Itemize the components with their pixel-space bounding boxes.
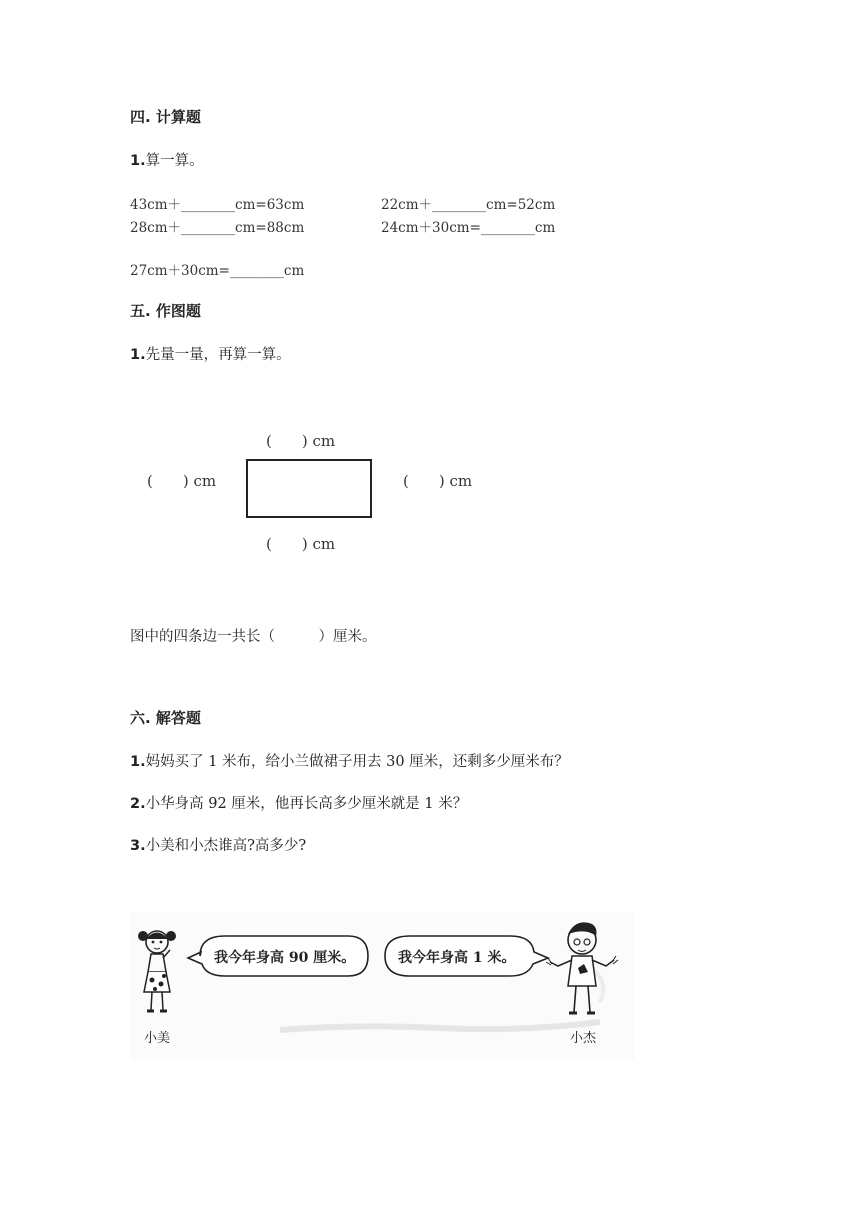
equation-1: 43cm＋________cm=63cm — [130, 197, 305, 213]
girl-speech-text: 我今年身高 90 厘米。 — [214, 950, 356, 966]
question-number: 1. — [130, 153, 146, 169]
section6-question-3 — [130, 834, 306, 855]
question-number: 2. — [130, 796, 146, 812]
section6-question-1 — [130, 750, 569, 771]
question-text: 小华身高 92 厘米，他再长高多少厘米就是 1 米？ — [145, 796, 468, 812]
section5-title: 五. 作图题 — [130, 302, 201, 320]
equation-2: 22cm＋________cm=52cm — [381, 197, 556, 213]
height-comparison-figure — [130, 912, 635, 1060]
question-text: 妈妈买了 1 米布，给小兰做裙子用去 30 厘米，还剩多少厘米布？ — [145, 754, 569, 770]
left-side-label: ( ) cm — [147, 472, 217, 490]
question-text: 小美和小杰谁高?高多少? — [145, 838, 307, 854]
perimeter-question: 图中的四条边一共长（ ）厘米。 — [130, 629, 377, 645]
question-number: 1. — [130, 754, 146, 770]
boy-name: 小杰 — [570, 1031, 597, 1046]
right-side-label: ( ) cm — [403, 472, 473, 490]
equation-5: 27cm＋30cm=________cm — [130, 263, 305, 279]
boy-speech-bubble — [385, 936, 548, 976]
bottom-side-label: ( ) cm — [266, 535, 336, 553]
girl-name: 小美 — [144, 1031, 171, 1046]
equation-4: 24cm＋30cm=________cm — [381, 220, 556, 236]
question-number: 3. — [130, 838, 146, 854]
girl-speech-bubble — [188, 936, 368, 976]
measure-rectangle — [246, 459, 372, 518]
section4-title: 四. 计算题 — [130, 108, 201, 126]
question-text: 算一算。 — [145, 153, 204, 169]
question-text: 先量一量，再算一算。 — [145, 347, 291, 363]
top-side-label: ( ) cm — [266, 432, 336, 450]
section6-question-2 — [130, 792, 467, 813]
section5-question-1 — [130, 343, 291, 364]
boy-speech-text: 我今年身高 1 米。 — [398, 950, 516, 966]
section4-question-1 — [130, 149, 204, 170]
section6-title: 六. 解答题 — [130, 709, 201, 727]
question-number: 1. — [130, 347, 146, 363]
equation-3: 28cm＋________cm=88cm — [130, 220, 305, 236]
